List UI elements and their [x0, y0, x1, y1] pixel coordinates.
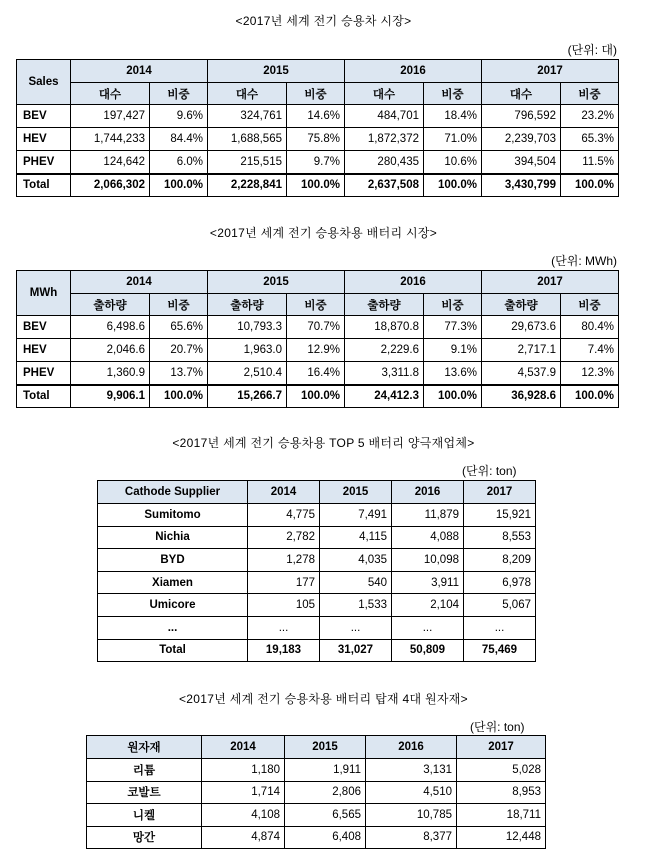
table-row: [98, 504, 536, 527]
table-cell: 9,906.1: [71, 385, 150, 408]
table-row: [17, 151, 619, 174]
table-cell: 4,537.9: [482, 362, 561, 385]
table-cell: 15,266.7: [208, 385, 287, 408]
table-cell: 394,504: [482, 151, 561, 174]
cathode-supplier-table: [97, 480, 536, 662]
table-row: [17, 339, 619, 362]
table-cell: 10,793.3: [208, 316, 287, 339]
table-cell: 2,229.6: [345, 339, 424, 362]
table-cell: 4,775: [248, 504, 320, 527]
table2-sub-header: 출하량: [71, 294, 150, 316]
table-cell: 16.4%: [287, 362, 345, 385]
table4-header: 2015: [285, 736, 366, 759]
table-cell: 12,448: [457, 826, 546, 849]
table1-year: 2015: [208, 60, 345, 83]
table-cell: 4,510: [366, 781, 457, 804]
table-cell: 8,377: [366, 826, 457, 849]
table3-unit: (단위: ton): [462, 464, 517, 478]
table1-sub-header: 대수: [71, 83, 150, 105]
table2-year: 2014: [71, 271, 208, 294]
table1-year: 2016: [345, 60, 482, 83]
table-cell: 13.7%: [150, 362, 208, 385]
table-cell: 100.0%: [424, 385, 482, 408]
table-row: [98, 549, 536, 572]
table-cell: 6,978: [464, 571, 536, 594]
table-cell: 4,108: [202, 804, 285, 827]
table-cell: ...: [248, 616, 320, 639]
table-cell: 65.6%: [150, 316, 208, 339]
table-cell: 24,412.3: [345, 385, 424, 408]
row-label: BEV: [17, 316, 71, 339]
table-cell: 77.3%: [424, 316, 482, 339]
table-cell: 2,104: [392, 594, 464, 617]
table2-sub-header: 비중: [424, 294, 482, 316]
table4-unit: (단위: ton): [470, 720, 525, 734]
table-cell: 8,953: [457, 781, 546, 804]
table-cell: 484,701: [345, 105, 424, 128]
table-cell: 20.7%: [150, 339, 208, 362]
row-label: PHEV: [17, 151, 71, 174]
table-cell: 12.9%: [287, 339, 345, 362]
table-cell: 15,921: [464, 504, 536, 527]
row-label: 망간: [87, 826, 202, 849]
table-cell: 9.6%: [150, 105, 208, 128]
row-label: BYD: [98, 549, 248, 572]
table-cell: 1,533: [320, 594, 392, 617]
table1-corner: Sales: [17, 60, 71, 105]
table-cell: 4,035: [320, 549, 392, 572]
table-cell: 31,027: [320, 639, 392, 662]
row-label: ...: [98, 616, 248, 639]
table-cell: 14.6%: [287, 105, 345, 128]
table2-year: 2017: [482, 271, 619, 294]
table-cell: 71.0%: [424, 128, 482, 151]
table-row: [87, 781, 546, 804]
table3-header: 2016: [392, 481, 464, 504]
table-cell: 100.0%: [287, 385, 345, 408]
table-cell: 10.6%: [424, 151, 482, 174]
table1-unit: (단위: 대): [567, 43, 617, 57]
table-cell: 2,637,508: [345, 174, 424, 197]
table-cell: 2,066,302: [71, 174, 150, 197]
table-cell: 197,427: [71, 105, 150, 128]
table-cell: 100.0%: [561, 174, 619, 197]
row-label: HEV: [17, 128, 71, 151]
table-cell: 280,435: [345, 151, 424, 174]
table-cell: 796,592: [482, 105, 561, 128]
table4-header: 2014: [202, 736, 285, 759]
table-cell: 10,098: [392, 549, 464, 572]
table-cell: 2,782: [248, 526, 320, 549]
table-cell: 9.1%: [424, 339, 482, 362]
table-row: [17, 105, 619, 128]
table-cell: 100.0%: [287, 174, 345, 197]
table-cell: 1,180: [202, 759, 285, 782]
table-cell: 75,469: [464, 639, 536, 662]
table-cell: 1,911: [285, 759, 366, 782]
table-cell: 18,870.8: [345, 316, 424, 339]
table-cell: 6,408: [285, 826, 366, 849]
raw-materials-table: [86, 735, 546, 849]
total-row: [98, 639, 536, 662]
table-cell: 4,874: [202, 826, 285, 849]
table1-sub-header: 대수: [208, 83, 287, 105]
table-cell: 540: [320, 571, 392, 594]
row-label: Umicore: [98, 594, 248, 617]
ev-sales-table: [16, 59, 619, 197]
table-cell: 3,311.8: [345, 362, 424, 385]
table2-sub-header: 출하량: [482, 294, 561, 316]
table-cell: 2,228,841: [208, 174, 287, 197]
table-cell: 12.3%: [561, 362, 619, 385]
table-cell: 4,115: [320, 526, 392, 549]
row-label: BEV: [17, 105, 71, 128]
table-row: [98, 571, 536, 594]
table-cell: 84.4%: [150, 128, 208, 151]
table-cell: 2,239,703: [482, 128, 561, 151]
table-cell: 5,028: [457, 759, 546, 782]
row-label: 코발트: [87, 781, 202, 804]
table-cell: 324,761: [208, 105, 287, 128]
table1-year: 2017: [482, 60, 619, 83]
table-cell: 13.6%: [424, 362, 482, 385]
table2-sub-header: 비중: [287, 294, 345, 316]
table3-header: 2017: [464, 481, 536, 504]
table-cell: 75.8%: [287, 128, 345, 151]
table-cell: 11.5%: [561, 151, 619, 174]
table4-header: 원자재: [87, 736, 202, 759]
table-cell: 65.3%: [561, 128, 619, 151]
table-row: [87, 804, 546, 827]
table1-sub-header: 대수: [345, 83, 424, 105]
table4-header: 2016: [366, 736, 457, 759]
row-label: Total: [17, 174, 71, 197]
table-cell: 10,785: [366, 804, 457, 827]
total-row: [17, 174, 619, 197]
table1-sub-header: 비중: [150, 83, 208, 105]
table4-caption: <2017년 세계 전기 승용차용 배터리 탑재 4대 원자재>: [179, 692, 468, 706]
table3-caption: <2017년 세계 전기 승용차용 TOP 5 배터리 양극재업체>: [172, 436, 475, 450]
table1-sub-header: 대수: [482, 83, 561, 105]
table3-header: 2015: [320, 481, 392, 504]
table-cell: 1,688,565: [208, 128, 287, 151]
table-row: [98, 594, 536, 617]
table-cell: 19,183: [248, 639, 320, 662]
table-cell: 1,744,233: [71, 128, 150, 151]
table-cell: 7.4%: [561, 339, 619, 362]
table-cell: 5,067: [464, 594, 536, 617]
table1-caption: <2017년 세계 전기 승용차 시장>: [235, 14, 412, 28]
row-label: Total: [17, 385, 71, 408]
table2-corner: MWh: [17, 271, 71, 316]
table2-caption: <2017년 세계 전기 승용차용 배터리 시장>: [209, 226, 438, 240]
table-cell: 80.4%: [561, 316, 619, 339]
row-label: Sumitomo: [98, 504, 248, 527]
table1-sub-header: 비중: [287, 83, 345, 105]
row-label: PHEV: [17, 362, 71, 385]
row-label: Xiamen: [98, 571, 248, 594]
table-row: [17, 316, 619, 339]
table-cell: 100.0%: [150, 385, 208, 408]
table-cell: 105: [248, 594, 320, 617]
table-cell: 1,872,372: [345, 128, 424, 151]
table-cell: 2,046.6: [71, 339, 150, 362]
table-cell: ...: [464, 616, 536, 639]
table-cell: 18.4%: [424, 105, 482, 128]
table-row: [87, 826, 546, 849]
row-label: Nichia: [98, 526, 248, 549]
table-row: [17, 128, 619, 151]
table-cell: 29,673.6: [482, 316, 561, 339]
table-cell: 18,711: [457, 804, 546, 827]
table1-sub-header: 비중: [424, 83, 482, 105]
table-cell: 177: [248, 571, 320, 594]
table-cell: 6,565: [285, 804, 366, 827]
table2-sub-header: 출하량: [345, 294, 424, 316]
table-row: [87, 759, 546, 782]
table1-sub-header: 비중: [561, 83, 619, 105]
table-cell: 3,131: [366, 759, 457, 782]
table2-sub-header: 비중: [150, 294, 208, 316]
table-cell: 70.7%: [287, 316, 345, 339]
table-cell: 1,963.0: [208, 339, 287, 362]
table-cell: 50,809: [392, 639, 464, 662]
table-cell: 100.0%: [561, 385, 619, 408]
row-label: HEV: [17, 339, 71, 362]
total-row: [17, 385, 619, 408]
table-cell: ...: [320, 616, 392, 639]
table-cell: 6,498.6: [71, 316, 150, 339]
table-row: [98, 526, 536, 549]
row-label: 니켈: [87, 804, 202, 827]
table-cell: 2,510.4: [208, 362, 287, 385]
table-cell: 2,717.1: [482, 339, 561, 362]
table-cell: 100.0%: [150, 174, 208, 197]
table-cell: 7,491: [320, 504, 392, 527]
table-cell: 3,911: [392, 571, 464, 594]
table3-header: 2014: [248, 481, 320, 504]
table-cell: ...: [392, 616, 464, 639]
table-row: [98, 616, 536, 639]
table-cell: 3,430,799: [482, 174, 561, 197]
table-cell: 4,088: [392, 526, 464, 549]
table-cell: 124,642: [71, 151, 150, 174]
table-cell: 1,278: [248, 549, 320, 572]
table4-header: 2017: [457, 736, 546, 759]
table-cell: 36,928.6: [482, 385, 561, 408]
row-label: 리튬: [87, 759, 202, 782]
table2-year: 2015: [208, 271, 345, 294]
table2-sub-header: 비중: [561, 294, 619, 316]
table3-header: Cathode Supplier: [98, 481, 248, 504]
table2-year: 2016: [345, 271, 482, 294]
table-cell: 8,209: [464, 549, 536, 572]
table-cell: 215,515: [208, 151, 287, 174]
table-cell: 1,714: [202, 781, 285, 804]
row-label: Total: [98, 639, 248, 662]
table-cell: 100.0%: [424, 174, 482, 197]
table-cell: 8,553: [464, 526, 536, 549]
table2-sub-header: 출하량: [208, 294, 287, 316]
battery-market-table: [16, 270, 619, 408]
table1-year: 2014: [71, 60, 208, 83]
table2-unit: (단위: MWh): [551, 254, 617, 268]
table-cell: 11,879: [392, 504, 464, 527]
table-cell: 9.7%: [287, 151, 345, 174]
table-cell: 23.2%: [561, 105, 619, 128]
table-cell: 2,806: [285, 781, 366, 804]
table-cell: 1,360.9: [71, 362, 150, 385]
table-cell: 6.0%: [150, 151, 208, 174]
table-row: [17, 362, 619, 385]
